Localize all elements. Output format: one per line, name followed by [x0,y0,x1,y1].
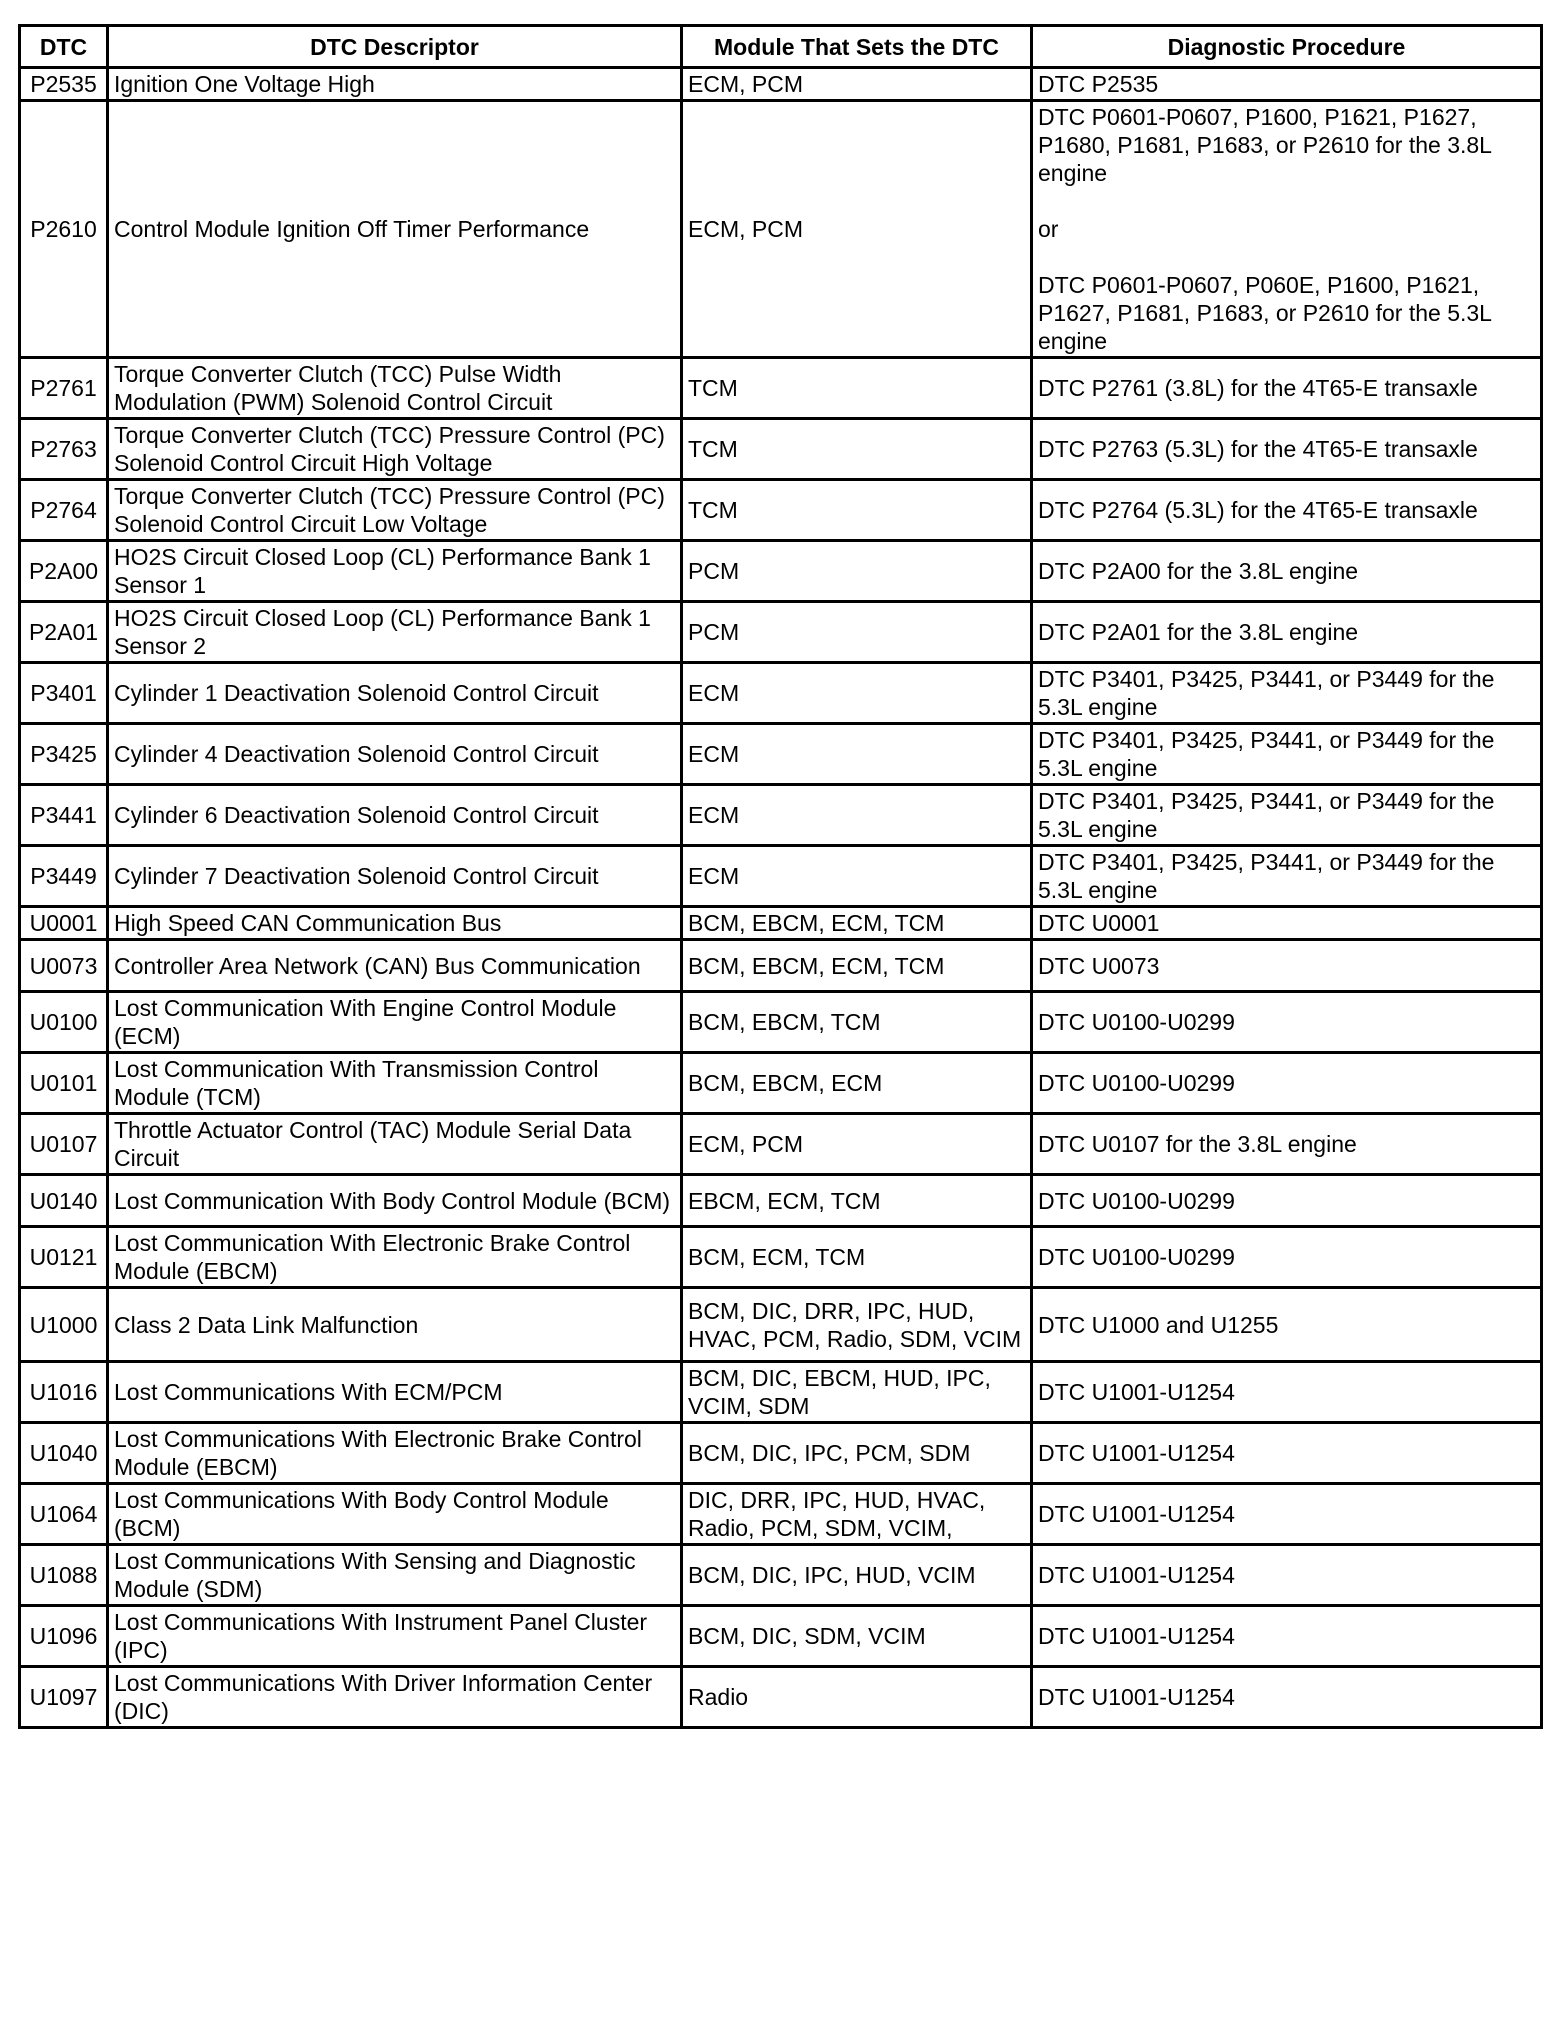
cell-module: BCM, EBCM, ECM, TCM [682,907,1032,940]
cell-descriptor: Lost Communication With Transmission Control Module (TCM) [108,1053,682,1114]
cell-procedure: DTC U1001-U1254 [1032,1484,1542,1545]
cell-procedure: DTC U1001-U1254 [1032,1606,1542,1667]
cell-module: ECM [682,724,1032,785]
cell-dtc: P3425 [20,724,108,785]
cell-dtc: U1016 [20,1362,108,1423]
table-row [20,846,1542,907]
header-procedure: Diagnostic Procedure [1032,26,1542,68]
cell-module: BCM, EBCM, ECM, TCM [682,940,1032,992]
cell-procedure: DTC U0107 for the 3.8L engine [1032,1114,1542,1175]
cell-descriptor: Ignition One Voltage High [108,68,682,101]
cell-dtc: P2A01 [20,602,108,663]
cell-procedure: DTC U1001-U1254 [1032,1545,1542,1606]
cell-descriptor: Cylinder 7 Deactivation Solenoid Control Circuit [108,846,682,907]
cell-dtc: U0001 [20,907,108,940]
cell-procedure: DTC P2761 (3.8L) for the 4T65-E transaxle [1032,358,1542,419]
cell-procedure: DTC U1000 and U1255 [1032,1288,1542,1362]
cell-procedure: DTC U0001 [1032,907,1542,940]
cell-dtc: P3441 [20,785,108,846]
cell-module: BCM, DIC, SDM, VCIM [682,1606,1032,1667]
cell-dtc: U0140 [20,1175,108,1227]
table-row [20,1606,1542,1667]
cell-descriptor: Torque Converter Clutch (TCC) Pressure Control (PC) Solenoid Control Circuit Low Voltage [108,480,682,541]
cell-procedure: DTC U0073 [1032,940,1542,992]
cell-procedure: DTC P3401, P3425, P3441, or P3449 for the 5.3L engine [1032,846,1542,907]
table-row [20,480,1542,541]
table-row [20,992,1542,1053]
cell-dtc: U1064 [20,1484,108,1545]
table-row [20,1545,1542,1606]
cell-module: BCM, DIC, EBCM, HUD, IPC, VCIM, SDM [682,1362,1032,1423]
table-row [20,1667,1542,1728]
table-row [20,602,1542,663]
table-row [20,68,1542,101]
cell-module: PCM [682,541,1032,602]
table-row [20,358,1542,419]
cell-descriptor: Lost Communications With Electronic Brake Control Module (EBCM) [108,1423,682,1484]
cell-module: TCM [682,419,1032,480]
cell-dtc: U1040 [20,1423,108,1484]
cell-module: ECM [682,846,1032,907]
cell-descriptor: HO2S Circuit Closed Loop (CL) Performance Bank 1 Sensor 2 [108,602,682,663]
cell-dtc: P2A00 [20,541,108,602]
cell-module: BCM, DIC, IPC, HUD, VCIM [682,1545,1032,1606]
cell-procedure: DTC P2A00 for the 3.8L engine [1032,541,1542,602]
header-descriptor: DTC Descriptor [108,26,682,68]
cell-dtc: U0100 [20,992,108,1053]
cell-module: Radio [682,1667,1032,1728]
table-row [20,1114,1542,1175]
table-row [20,1175,1542,1227]
cell-descriptor: Lost Communication With Electronic Brake Control Module (EBCM) [108,1227,682,1288]
cell-module: BCM, DIC, DRR, IPC, HUD, HVAC, PCM, Radio, SDM, VCIM [682,1288,1032,1362]
table-row [20,1053,1542,1114]
table-row [20,101,1542,358]
cell-procedure: DTC P3401, P3425, P3441, or P3449 for the 5.3L engine [1032,785,1542,846]
cell-dtc: P2764 [20,480,108,541]
cell-procedure: DTC P2A01 for the 3.8L engine [1032,602,1542,663]
cell-dtc: U1097 [20,1667,108,1728]
cell-procedure: DTC U1001-U1254 [1032,1362,1542,1423]
table-row [20,1227,1542,1288]
cell-descriptor: Lost Communications With Instrument Panel Cluster (IPC) [108,1606,682,1667]
cell-dtc: P2610 [20,101,108,358]
table-header [20,26,1542,68]
cell-procedure: DTC P2535 [1032,68,1542,101]
cell-module: DIC, DRR, IPC, HUD, HVAC, Radio, PCM, SDM, VCIM, [682,1484,1032,1545]
cell-module: BCM, EBCM, ECM [682,1053,1032,1114]
table-row [20,940,1542,992]
table-row [20,1288,1542,1362]
table-row [20,1484,1542,1545]
cell-descriptor: Class 2 Data Link Malfunction [108,1288,682,1362]
cell-procedure: DTC U0100-U0299 [1032,1053,1542,1114]
cell-descriptor: Cylinder 4 Deactivation Solenoid Control Circuit [108,724,682,785]
table-row [20,907,1542,940]
table-row [20,663,1542,724]
cell-descriptor: Lost Communications With Sensing and Diagnostic Module (SDM) [108,1545,682,1606]
cell-descriptor: Torque Converter Clutch (TCC) Pressure Control (PC) Solenoid Control Circuit High Voltage [108,419,682,480]
table-row [20,1362,1542,1423]
cell-descriptor: Lost Communications With ECM/PCM [108,1362,682,1423]
cell-module: TCM [682,480,1032,541]
cell-procedure: DTC U1001-U1254 [1032,1423,1542,1484]
cell-descriptor: Throttle Actuator Control (TAC) Module Serial Data Circuit [108,1114,682,1175]
cell-procedure: DTC P0601-P0607, P1600, P1621, P1627, P1680, P1681, P1683, or P2610 for the 3.8L engine or DTC P0601-P0607, P060E, P1600, P1621, P1627, P1681, P1683, or P2610 for the 5.3L engine [1032,101,1542,358]
table-row [20,541,1542,602]
cell-procedure: DTC U1001-U1254 [1032,1667,1542,1728]
cell-dtc: P2535 [20,68,108,101]
cell-dtc: U1000 [20,1288,108,1362]
cell-module: BCM, ECM, TCM [682,1227,1032,1288]
cell-module: BCM, EBCM, TCM [682,992,1032,1053]
cell-module: BCM, DIC, IPC, PCM, SDM [682,1423,1032,1484]
cell-dtc: U0107 [20,1114,108,1175]
cell-dtc: P2763 [20,419,108,480]
cell-descriptor: Lost Communication With Engine Control Module (ECM) [108,992,682,1053]
cell-module: ECM, PCM [682,1114,1032,1175]
cell-dtc: P3449 [20,846,108,907]
table-body [20,68,1542,1728]
cell-procedure: DTC U0100-U0299 [1032,992,1542,1053]
cell-procedure: DTC U0100-U0299 [1032,1227,1542,1288]
cell-module: ECM, PCM [682,101,1032,358]
cell-module: TCM [682,358,1032,419]
cell-descriptor: Lost Communication With Body Control Module (BCM) [108,1175,682,1227]
cell-procedure: DTC U0100-U0299 [1032,1175,1542,1227]
cell-descriptor: Cylinder 1 Deactivation Solenoid Control Circuit [108,663,682,724]
cell-descriptor: Control Module Ignition Off Timer Performance [108,101,682,358]
cell-procedure: DTC P2763 (5.3L) for the 4T65-E transaxle [1032,419,1542,480]
cell-descriptor: Controller Area Network (CAN) Bus Communication [108,940,682,992]
cell-module: ECM [682,663,1032,724]
table-row [20,419,1542,480]
header-row [20,26,1542,68]
table-row [20,1423,1542,1484]
cell-procedure: DTC P2764 (5.3L) for the 4T65-E transaxle [1032,480,1542,541]
cell-descriptor: Cylinder 6 Deactivation Solenoid Control Circuit [108,785,682,846]
cell-dtc: U0073 [20,940,108,992]
cell-descriptor: Lost Communications With Body Control Module (BCM) [108,1484,682,1545]
cell-descriptor: Torque Converter Clutch (TCC) Pulse Width Modulation (PWM) Solenoid Control Circuit [108,358,682,419]
cell-descriptor: High Speed CAN Communication Bus [108,907,682,940]
cell-procedure: DTC P3401, P3425, P3441, or P3449 for the 5.3L engine [1032,663,1542,724]
cell-procedure: DTC P3401, P3425, P3441, or P3449 for the 5.3L engine [1032,724,1542,785]
cell-descriptor: Lost Communications With Driver Information Center (DIC) [108,1667,682,1728]
cell-module: EBCM, ECM, TCM [682,1175,1032,1227]
cell-dtc: P3401 [20,663,108,724]
header-module: Module That Sets the DTC [682,26,1032,68]
table-row [20,724,1542,785]
cell-module: ECM [682,785,1032,846]
cell-module: ECM, PCM [682,68,1032,101]
cell-descriptor: HO2S Circuit Closed Loop (CL) Performance Bank 1 Sensor 1 [108,541,682,602]
cell-dtc: U0121 [20,1227,108,1288]
cell-dtc: P2761 [20,358,108,419]
cell-dtc: U1088 [20,1545,108,1606]
header-dtc: DTC [20,26,108,68]
table-row [20,785,1542,846]
cell-dtc: U0101 [20,1053,108,1114]
cell-dtc: U1096 [20,1606,108,1667]
dtc-table [18,24,1543,1729]
cell-module: PCM [682,602,1032,663]
